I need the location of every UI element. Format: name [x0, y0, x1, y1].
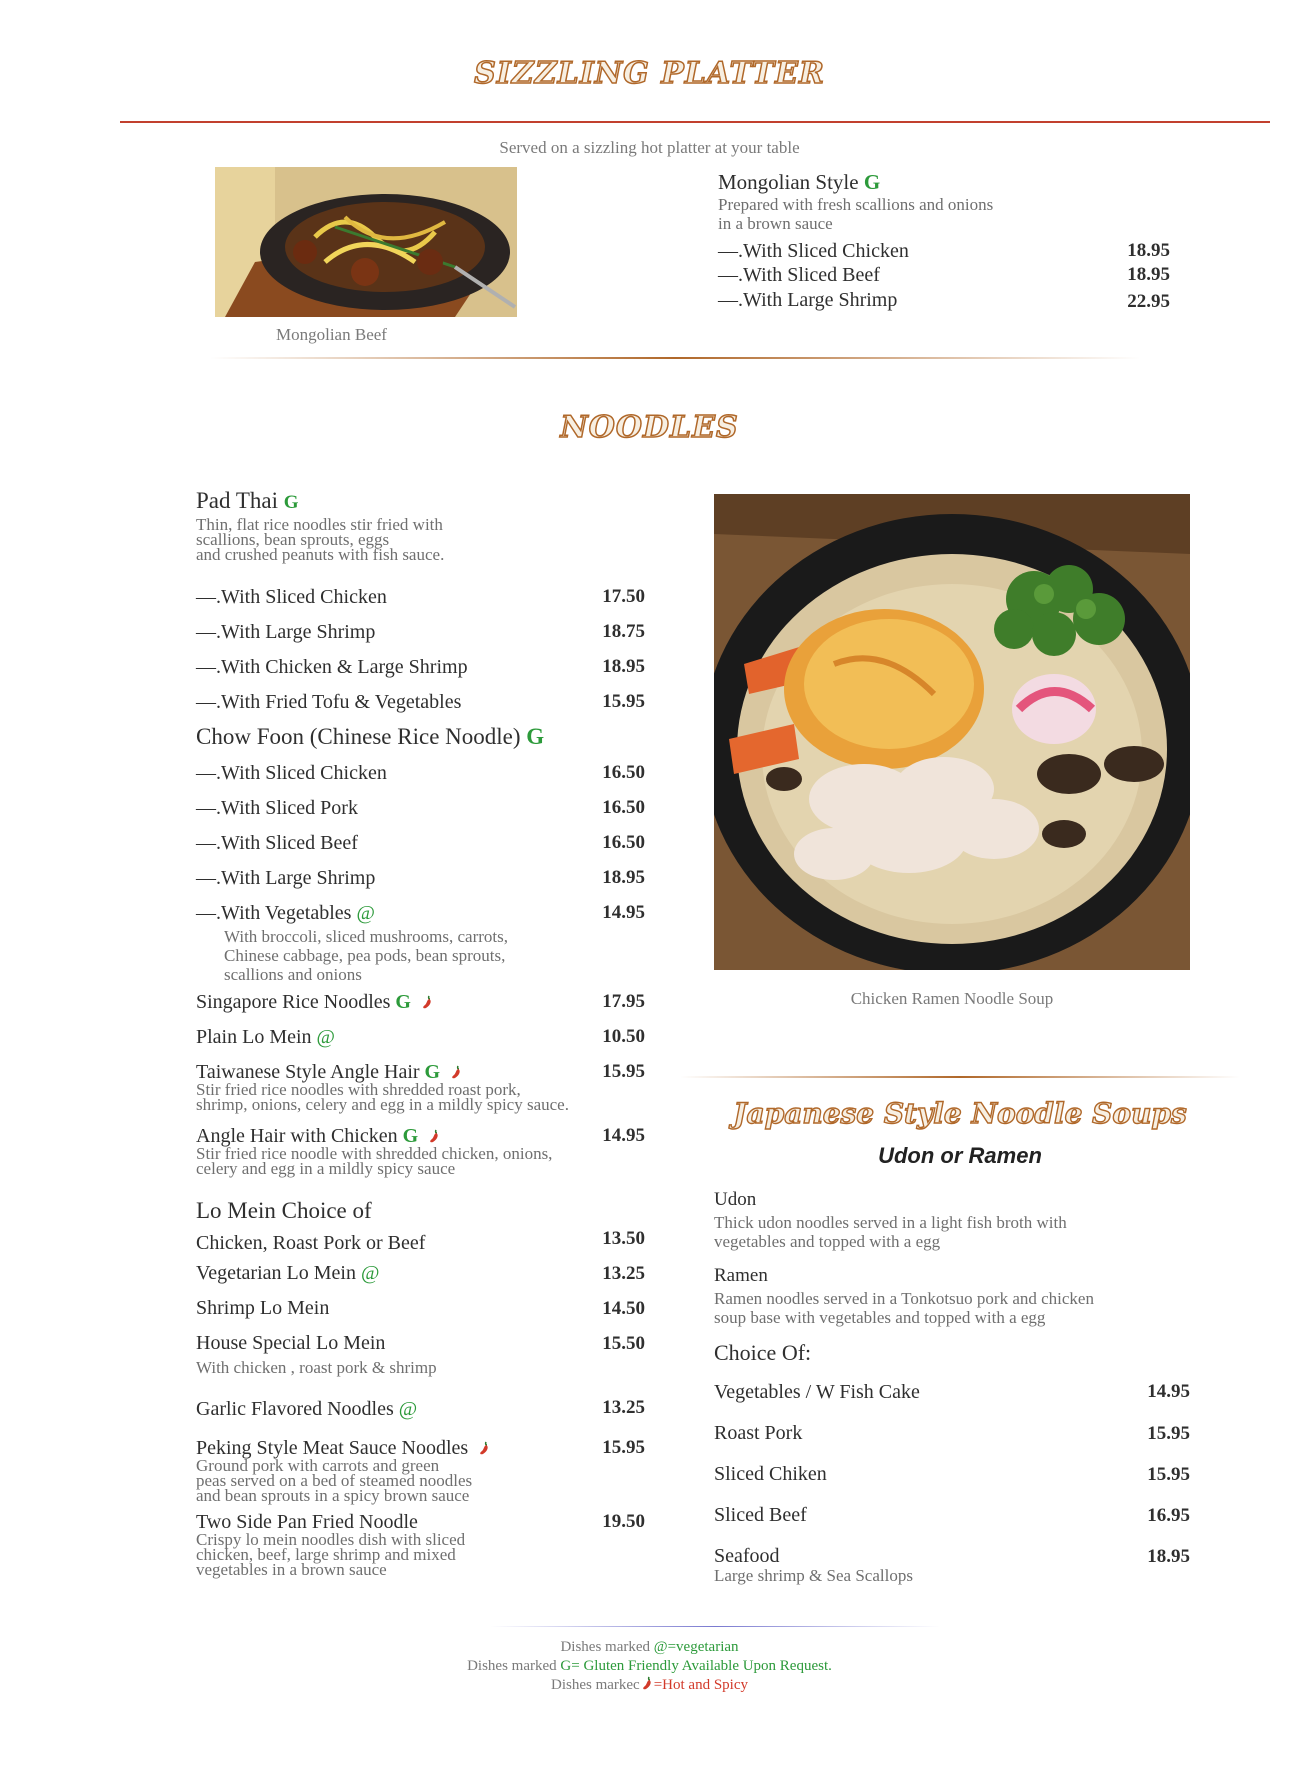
chow-foon-price: 16.50	[602, 762, 645, 783]
ramen-photo	[714, 494, 1190, 970]
choice-item: Sliced Beef	[714, 1504, 807, 1526]
lo-mein-item	[196, 1262, 379, 1285]
desc-line: Ramen noodles served in a Tonkotsuo pork and chicken	[714, 1289, 1094, 1308]
choice-price: 15.95	[1147, 1464, 1190, 1485]
taiwanese-price: 15.95	[602, 1061, 645, 1082]
pad-thai-price: 15.95	[602, 691, 645, 712]
ramen-name: Ramen	[714, 1265, 768, 1286]
choice-price: 18.95	[1147, 1546, 1190, 1567]
seafood-desc: Large shrimp & Sea Scallops	[714, 1566, 913, 1585]
chow-foon-price: 16.50	[602, 797, 645, 818]
ramen-caption: Chicken Ramen Noodle Soup	[850, 989, 1054, 1008]
choice-price: 15.95	[1147, 1423, 1190, 1444]
chili-pepper-icon	[427, 1129, 441, 1143]
legend-divider	[490, 1626, 940, 1627]
garlic-name	[196, 1398, 417, 1421]
desc-line: and bean sprouts in a spicy brown sauce	[196, 1486, 470, 1505]
vegetarian-mark: @	[398, 1398, 418, 1420]
japanese-title: Japanese Style Noodle Soups	[733, 1097, 1187, 1130]
desc-line: vegetables and topped with a egg	[714, 1232, 941, 1251]
dish-name: Vegetarian Lo Mein	[196, 1262, 356, 1284]
desc-line: in a brown sauce	[718, 214, 833, 233]
choice-item: Seafood	[714, 1545, 780, 1567]
sizzling-option-name: ––.With Sliced Beef	[718, 264, 880, 286]
lo-mein-item	[196, 1232, 425, 1255]
lo-mein-price: 15.50	[602, 1333, 645, 1354]
desc-line: Prepared with fresh scallions and onions	[718, 195, 994, 214]
lo-mein-item	[196, 1297, 329, 1320]
legend-gluten	[0, 1657, 1299, 1676]
vegetarian-mark: @	[316, 1026, 335, 1048]
desc-line: vegetables in a brown sauce	[196, 1560, 387, 1579]
desc-line: With broccoli, sliced mushrooms, carrots,	[224, 927, 509, 946]
noodles-title: NOODLES	[560, 410, 739, 445]
desc-line: and crushed peanuts with fish sauce.	[196, 545, 445, 564]
lo-mein-price: 14.50	[602, 1298, 645, 1319]
gluten-mark: G	[402, 1125, 419, 1147]
sizzling-option-name: ––.With Sliced Chicken	[718, 240, 909, 262]
gluten-mark: G	[526, 724, 545, 749]
chow-foon-option: ––.With Sliced Beef	[196, 832, 358, 854]
garlic-price: 13.25	[602, 1397, 645, 1418]
sizzling-subtitle: Served on a sizzling hot platter at your table	[499, 138, 800, 157]
plain-lo-mein-name	[196, 1026, 335, 1049]
vegetarian-mark: @	[356, 902, 375, 924]
singapore-price: 17.95	[602, 991, 645, 1012]
pad-thai-option: ––.With Large Shrimp	[196, 621, 376, 643]
chow-foon-price: 14.95	[602, 902, 645, 923]
lo-mein-heading: Lo Mein Choice of	[196, 1198, 372, 1223]
dish-name: Garlic Flavored Noodles	[196, 1398, 394, 1420]
pad-thai-price: 18.75	[602, 621, 645, 642]
dish-name: Peking Style Meat Sauce Noodles	[196, 1437, 469, 1459]
taiwanese-desc	[196, 1082, 569, 1112]
desc-line: scallions and onions	[224, 965, 362, 984]
desc-line: chicken, beef, large shrimp and mixed	[196, 1545, 456, 1564]
dish-name: Chow Foon (Chinese Rice Noodle)	[196, 724, 521, 749]
desc-line: Ground pork with carrots and green	[196, 1456, 440, 1475]
pad-thai-option: ––.With Chicken & Large Shrimp	[196, 656, 468, 678]
option-name: ––.With Vegetables	[196, 902, 352, 924]
section-divider	[210, 357, 1140, 359]
udon-desc	[714, 1213, 1067, 1251]
desc-line: Crispy lo mein noodles dish with sliced	[196, 1530, 466, 1549]
legend-spicy	[0, 1676, 1299, 1695]
sizzling-option-price: 18.95	[1127, 264, 1170, 285]
legend-prefix: Dishes marked	[560, 1639, 654, 1655]
angle-hair-price: 14.95	[602, 1125, 645, 1146]
pad-thai-price: 18.95	[602, 656, 645, 677]
choice-item: Sliced Chiken	[714, 1463, 827, 1485]
chow-foon-option: ––.With Sliced Chicken	[196, 762, 387, 784]
choice-price: 14.95	[1147, 1381, 1190, 1402]
desc-line: celery and egg in a mildly spicy sauce	[196, 1159, 456, 1178]
desc-line: Stir fried rice noodle with shredded chicken, onions,	[196, 1144, 553, 1163]
dish-name: Angle Hair with Chicken	[196, 1125, 398, 1147]
mongolian-beef-photo	[215, 167, 517, 317]
chow-foon-name	[196, 724, 544, 750]
dish-name: Shrimp Lo Mein	[196, 1297, 330, 1319]
legend-mark: @=vegetarian	[653, 1639, 739, 1655]
dish-name: Plain Lo Mein	[196, 1026, 312, 1048]
chow-foon-option: ––.With Large Shrimp	[196, 867, 376, 889]
sizzling-option-price: 22.95	[1127, 291, 1170, 312]
two-side-name: Two Side Pan Fried Noodle	[196, 1511, 418, 1533]
gluten-mark: G	[424, 1061, 441, 1083]
legend-prefix: Dishes marked	[467, 1658, 561, 1674]
house-special-desc: With chicken , roast pork & shrimp	[196, 1358, 437, 1377]
desc-line: peas served on a bed of steamed noodles	[196, 1471, 473, 1490]
legend-mark: =Hot and Spicy	[653, 1677, 748, 1693]
section-divider	[680, 1076, 1240, 1078]
desc-line: soup base with vegetables and topped with a egg	[714, 1308, 1046, 1327]
gluten-mark: G	[395, 991, 411, 1013]
japanese-subtitle: Udon or Ramen	[878, 1143, 1042, 1168]
dish-name: Singapore Rice Noodles	[196, 991, 391, 1013]
mongolian-beef-caption: Mongolian Beef	[276, 325, 387, 344]
two-side-price: 19.50	[602, 1511, 645, 1532]
chili-pepper-icon	[640, 1676, 654, 1690]
lo-mein-price: 13.25	[602, 1263, 645, 1284]
chow-foon-price: 16.50	[602, 832, 645, 853]
choice-heading: Choice Of:	[714, 1340, 812, 1365]
mongolian-style-desc	[718, 195, 993, 233]
dish-name: Taiwanese Style Angle Hair	[196, 1061, 420, 1083]
ramen-desc	[714, 1289, 1094, 1327]
udon-name: Udon	[714, 1189, 757, 1210]
angle-hair-desc	[196, 1146, 552, 1176]
legend	[0, 1638, 1299, 1695]
chili-pepper-icon	[420, 995, 434, 1009]
pad-thai-name	[196, 488, 299, 514]
dish-name: House Special Lo Mein	[196, 1332, 386, 1354]
desc-line: Thin, flat rice noodles stir fried with	[196, 515, 443, 534]
choice-item: Roast Pork	[714, 1422, 803, 1444]
sizzling-title: SIZZLING PLATTER	[474, 56, 825, 91]
legend-prefix: Dishes markec	[550, 1677, 640, 1693]
pad-thai-price: 17.50	[602, 586, 645, 607]
plain-lo-mein-price: 10.50	[602, 1026, 645, 1047]
gluten-mark: G	[283, 492, 299, 513]
chow-foon-veg-option	[196, 902, 375, 925]
singapore-name	[196, 991, 434, 1014]
chow-foon-option: ––.With Sliced Pork	[196, 797, 358, 819]
legend-mark: G= Gluten Friendly Available Upon Request.	[560, 1658, 832, 1674]
gluten-mark: G	[863, 170, 881, 194]
choice-item: Vegetables / W Fish Cake	[714, 1381, 920, 1403]
chili-pepper-icon	[449, 1065, 463, 1079]
desc-line: Stir fried rice noodles with shredded roast pork,	[196, 1080, 521, 1099]
mongolian-style-name	[718, 170, 880, 195]
sizzling-option-price: 18.95	[1127, 240, 1170, 261]
chow-foon-veg-desc	[224, 927, 508, 984]
title-divider	[120, 121, 1270, 123]
desc-line: Chinese cabbage, pea pods, bean sprouts,	[224, 946, 506, 965]
dish-name: Pad Thai	[196, 488, 278, 513]
two-side-desc	[196, 1532, 465, 1577]
choice-price: 16.95	[1147, 1505, 1190, 1526]
pad-thai-option: ––.With Sliced Chicken	[196, 586, 387, 608]
legend-vegetarian	[0, 1638, 1299, 1657]
sizzling-option-name: ––.With Large Shrimp	[718, 289, 898, 311]
peking-desc	[196, 1458, 472, 1503]
chow-foon-price: 18.95	[602, 867, 645, 888]
chili-pepper-icon	[477, 1441, 491, 1455]
desc-line: scallions, bean sprouts, eggs	[196, 530, 390, 549]
pad-thai-desc	[196, 517, 444, 562]
lo-mein-price: 13.50	[602, 1228, 645, 1249]
dish-name: Chicken, Roast Pork or Beef	[196, 1232, 426, 1254]
vegetarian-mark: @	[360, 1262, 380, 1284]
desc-line: Thick udon noodles served in a light fish broth with	[714, 1213, 1067, 1232]
lo-mein-item	[196, 1332, 385, 1355]
desc-line: shrimp, onions, celery and egg in a mildly spicy sauce.	[196, 1095, 569, 1114]
peking-price: 15.95	[602, 1437, 645, 1458]
pad-thai-option: ––.With Fried Tofu & Vegetables	[196, 691, 462, 713]
dish-name: Mongolian Style	[718, 170, 859, 194]
